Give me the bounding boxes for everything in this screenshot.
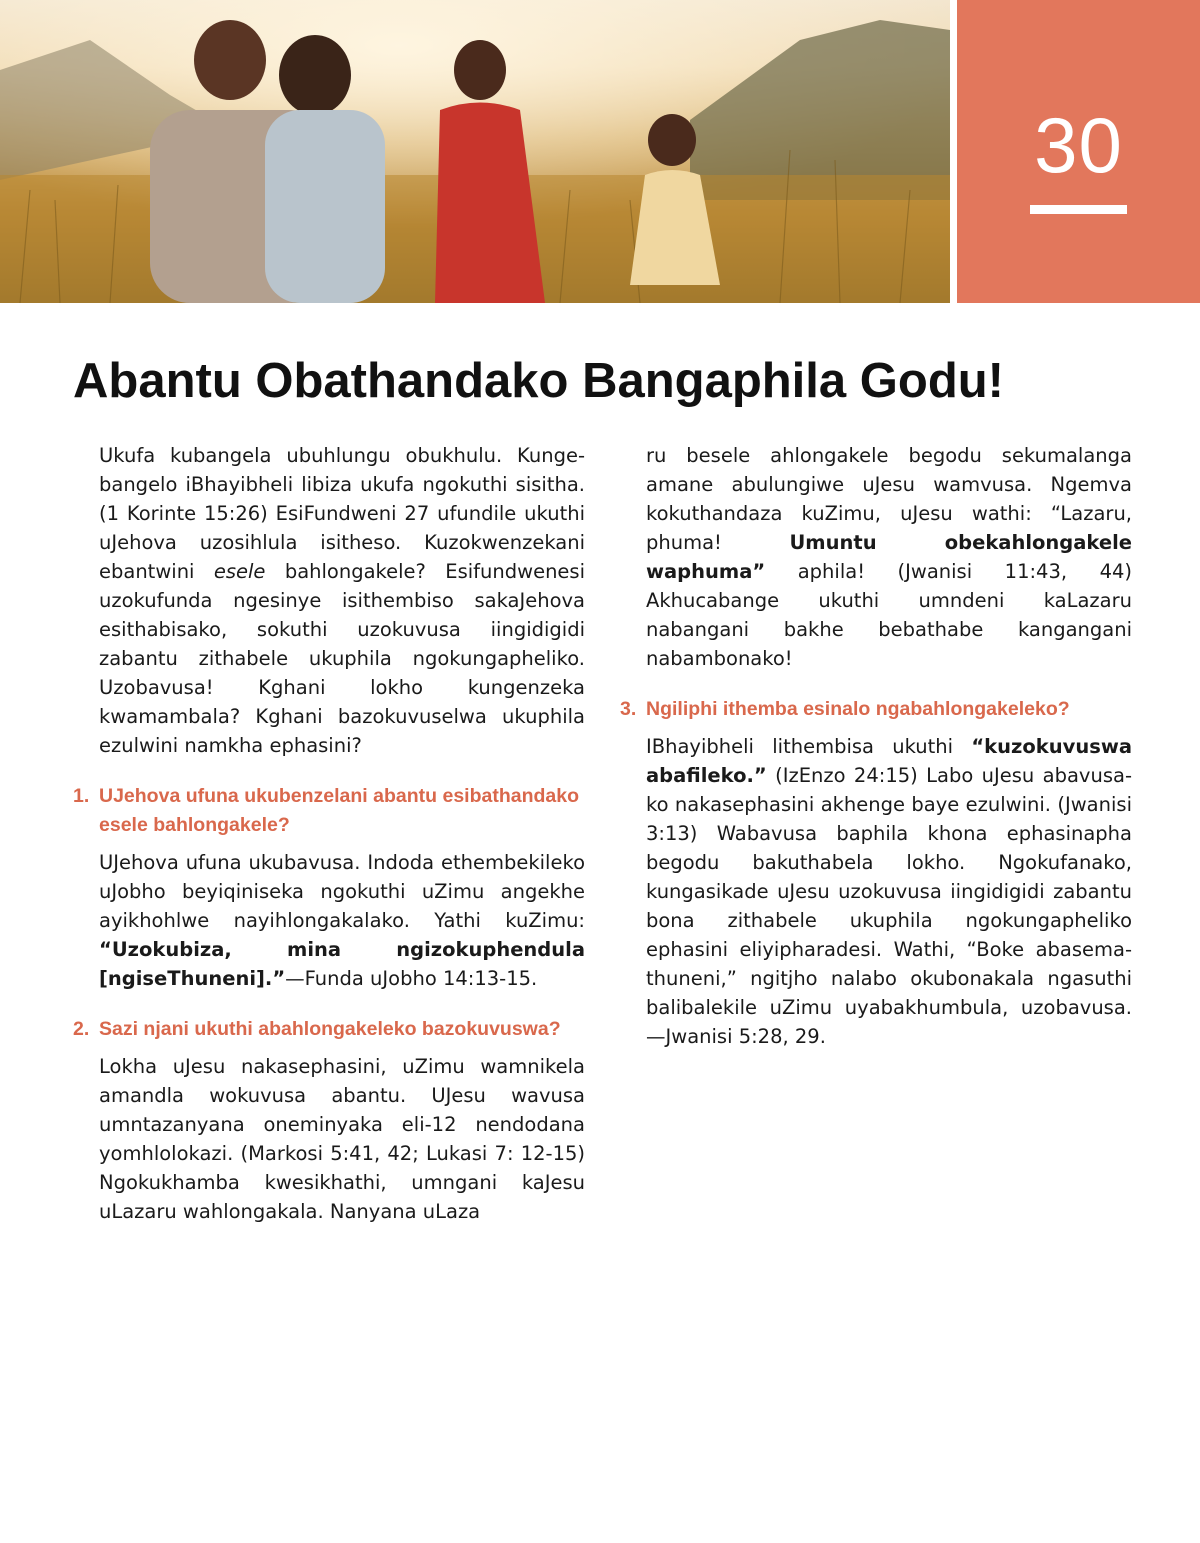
answer-1 xyxy=(99,848,585,993)
answer-3 xyxy=(646,732,1132,1051)
intro-text-cont: bahlongakele? Esifundwenesi uzokufunda ngesinye isithembiso sakaJehova esithabisako, sokuthi uzokuvusa iingidigidi zabantu zithabele ukuphila ngokungapheliko. Uzobavusa! Kghani lokho kungenzeka kwamambala? Kghani bazokuvuselwa ukuphila ezulwini namkha ephasini? xyxy=(99,560,586,757)
answer-2-continued xyxy=(646,441,1132,673)
answer-quote: “Uzokubiza, mina ngizokuphendula [ngiseThuneni].” xyxy=(99,938,585,990)
question-text: Sazi njani ukuthi abahlongakeleko bazokuvuswa? xyxy=(99,1018,561,1040)
lesson-number-badge xyxy=(957,0,1200,303)
answer-reference: —Funda uJobho 14:13-15. xyxy=(285,967,538,990)
question-1 xyxy=(73,782,585,840)
family-photo-icon xyxy=(0,0,950,303)
question-text: UJehova ufuna ukubenzelani abantu esibathandako esele bahlongakele? xyxy=(99,785,580,836)
question-number: 2. xyxy=(73,1018,90,1040)
answer-text: Lokha uJesu nakasephasini, uZimu wamnikela amandla wokuvusa abantu. UJesu wavusa umntazanyana oneminyaka eli-12 nendodana yomhlolokazi. (Markosi 5:41, 42; Lukasi 7: 12-15) Ngokukhamba kwesikhathi, umngani kaJesu uLazaru wahlongakala. Nanyana uLaza xyxy=(99,1055,585,1223)
question-3 xyxy=(620,695,1132,724)
lesson-number: 30 xyxy=(1034,101,1123,189)
question-number: 1. xyxy=(73,785,90,807)
page-title: Abantu Obathandako Bangaphila Godu! xyxy=(73,354,1004,408)
question-text: Ngiliphi ithemba esinalo ngabahlongakeleko? xyxy=(646,698,1070,720)
hero-photo xyxy=(0,0,950,303)
badge-underline xyxy=(1030,205,1127,214)
intro-emphasis: esele xyxy=(213,560,266,583)
intro-paragraph xyxy=(99,441,585,760)
right-column xyxy=(620,441,1132,1051)
question-2 xyxy=(73,1015,585,1044)
answer-text-cont: aphila! (Jwanisi 11:43, 44) Akhucabange ukuthi umndeni kaLazaru nabangani bakhe bebathabe kangangani nabambonako! xyxy=(646,560,1132,670)
answer-text: UJehova ufuna ukubavusa. Indoda ethembekileko uJobho beyiqiniseka ngokuthi uZimu angekhe ayikhohlwe nayihlongakalako. Yathi kuZimu: xyxy=(99,851,585,932)
left-column xyxy=(73,441,586,1226)
answer-2 xyxy=(99,1052,585,1226)
answer-text: IBhayibheli lithembisa ukuthi xyxy=(646,735,972,758)
intro-text: Ukufa kubangela ubuhlungu obukhulu. Kungebangelo iBhayibheli libiza ukufa ngokuthi sisitha. (1 Korinte 15:26) EsiFundweni 27 ufundile ukuthi uJehova uzosihlula isitheso. Kuzokwenzekani ebantwini xyxy=(99,444,585,583)
question-number: 3. xyxy=(620,698,637,720)
answer-text-cont: (IzEnzo 24:15) Labo uJesu abavusako nakasephasini akhenge baye ezulwini. (Jwanisi 3:13) Wabavusa baphila khona ephasinapha begodu bakuthabela lokho. Ngokufanako, kungasikade uJesu uzokuvusa iingidigidi zabantu bona zithabele ukuphila ngokungapheliko ephasini eliyipharadesi. Wathi, “Boke abasemathuneni,” ngitjho nalabo okubonakala ngasuthi balibalekile uZimu uyabakhumbula, uzobavusa. —Jwanisi 5:28, 29. xyxy=(646,764,1132,1048)
answer-quote: “kuzokuvuswa abafileko.” xyxy=(646,735,1132,787)
answer-quote: Umuntu obekahlongakele waphuma” xyxy=(646,531,1132,583)
answer-text: ru besele ahlongakele begodu sekumalanga amane abulungiwe uJesu wamvusa. Ngemva kokuthandaza kuZimu, uJesu wathi: “Lazaru, phuma! xyxy=(646,444,1132,554)
